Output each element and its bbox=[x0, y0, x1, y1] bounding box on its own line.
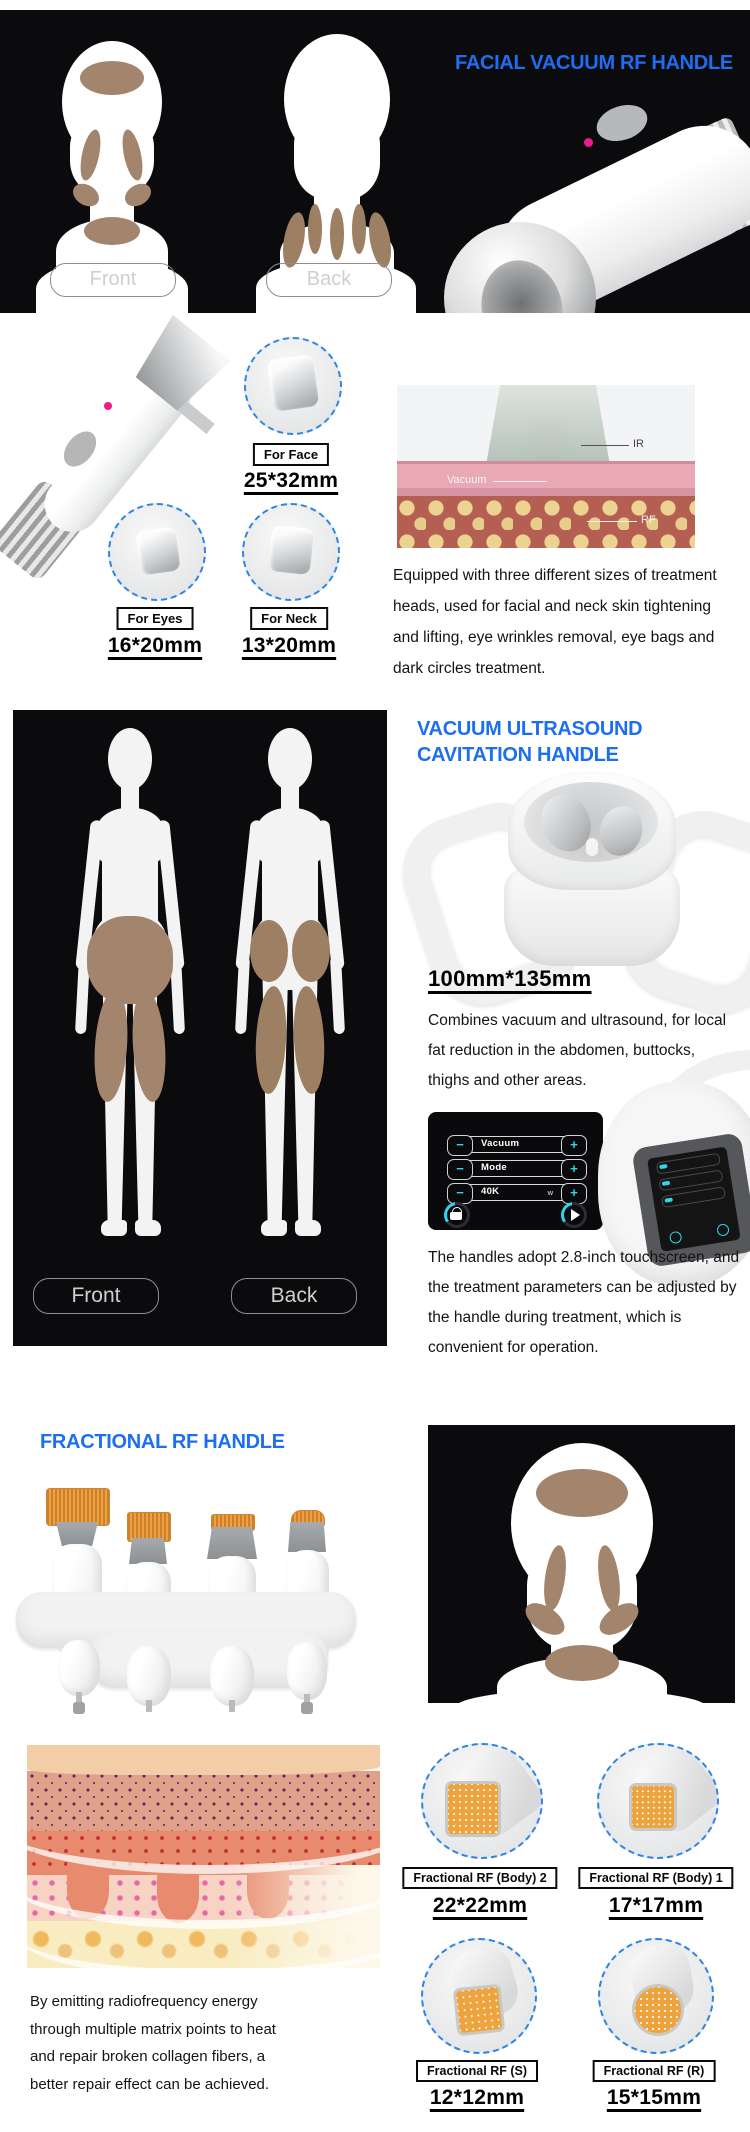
fractional-description: By emitting radiofrequency energy through multiple matrix points to heat and repair broken collagen fibers, a better repair effect can be achieved. bbox=[30, 1993, 276, 2093]
body-front-diagram bbox=[75, 728, 185, 1268]
back-view-button[interactable] bbox=[266, 263, 392, 297]
s-tip-label: Fractional RF (S) bbox=[416, 2060, 538, 2082]
body-back-diagram bbox=[235, 728, 345, 1268]
fractional-section-title: FRACTIONAL RF HANDLE bbox=[40, 1431, 285, 1453]
vacuum-annotation: Vacuum bbox=[447, 474, 487, 486]
body2-tip-photo bbox=[421, 1743, 543, 1859]
plus-button[interactable]: + bbox=[561, 1135, 587, 1156]
rf-annotation: RF bbox=[641, 514, 656, 526]
body1-tip-photo bbox=[597, 1743, 719, 1859]
face-tip-photo bbox=[244, 337, 342, 435]
r-tip-size: 15*15mm bbox=[606, 2086, 702, 2109]
handle-indicator-dot bbox=[584, 138, 593, 147]
body2-tip-size: 22*22mm bbox=[432, 1894, 528, 1917]
cavitation-title-line2: CAVITATION HANDLE bbox=[417, 744, 619, 766]
cavitation-title-line1: VACUUM ULTRASOUND bbox=[417, 718, 643, 740]
r-tip-photo bbox=[598, 1938, 714, 2054]
minus-button[interactable]: − bbox=[447, 1159, 473, 1180]
screen-row-vacuum bbox=[458, 1136, 576, 1153]
body-back-button[interactable] bbox=[231, 1278, 357, 1314]
cup-peg bbox=[586, 838, 598, 856]
body-section-panel bbox=[13, 710, 387, 1346]
front-view-label: Front bbox=[89, 268, 137, 290]
body1-tip-size: 17*17mm bbox=[608, 1894, 704, 1917]
wand-indicator-dot bbox=[104, 402, 112, 410]
plus-button[interactable]: + bbox=[561, 1183, 587, 1204]
eyes-tip-size: 16*20mm bbox=[107, 634, 203, 657]
cavitation-description-1: Combines vacuum and ultrasound, for local fat reduction in the abdomen, buttocks, thighs and other areas. bbox=[428, 1012, 727, 1089]
lock-icon-body bbox=[450, 1212, 462, 1220]
cavitation-description-2: The handles adopt 2.8-inch touchscreen, and the treatment parameters can be adjusted by the handle during treatment, which is convenient for operation. bbox=[428, 1249, 740, 1356]
screen-row-frequency bbox=[458, 1184, 576, 1201]
play-button[interactable] bbox=[561, 1202, 587, 1228]
screen-row-label: Vacuum bbox=[481, 1138, 520, 1149]
play-icon bbox=[571, 1209, 580, 1221]
treatment-head-graphic bbox=[485, 385, 611, 471]
body-front-button[interactable] bbox=[33, 1278, 159, 1314]
plus-button[interactable]: + bbox=[561, 1159, 587, 1180]
neck-tip-size: 13*20mm bbox=[241, 634, 337, 657]
facial-description: Equipped with three different sizes of treatment heads, used for facial and neck skin tightening and lifting, eye wrinkles removal, eye bags and dark circles treatment. bbox=[393, 567, 717, 677]
screen-row-label: Mode bbox=[481, 1162, 508, 1173]
s-tip-size: 12*12mm bbox=[429, 2086, 525, 2109]
facial-handle-image bbox=[0, 0, 240, 600]
lock-button[interactable] bbox=[444, 1202, 470, 1228]
handle-touchscreen bbox=[428, 1112, 603, 1230]
vacuum-treatment-diagram bbox=[397, 385, 695, 548]
cavitation-cup bbox=[508, 772, 676, 890]
cavitation-handle-image bbox=[408, 772, 750, 977]
neck-tip-photo bbox=[242, 503, 340, 601]
s-tip-photo bbox=[421, 1938, 537, 2054]
cavitation-section-title bbox=[417, 716, 642, 768]
neck-tip-label: For Neck bbox=[250, 607, 328, 630]
screen-row-label: 40K bbox=[481, 1186, 500, 1197]
body-front-label: Front bbox=[71, 1284, 121, 1307]
eyes-tip-photo bbox=[108, 503, 206, 601]
collagen-repair-illustration bbox=[27, 1745, 380, 1968]
mini-screen bbox=[647, 1146, 741, 1251]
head-treatment-diagram bbox=[489, 1443, 674, 1703]
face-tip-label: For Face bbox=[253, 443, 329, 466]
fractional-head-panel bbox=[428, 1425, 735, 1703]
back-view-label: Back bbox=[306, 268, 352, 290]
face-tip-size: 25*32mm bbox=[243, 469, 339, 492]
body-back-label: Back bbox=[270, 1284, 318, 1307]
handle-button bbox=[592, 99, 652, 147]
body2-tip-label: Fractional RF (Body) 2 bbox=[402, 1867, 557, 1889]
minus-button[interactable]: − bbox=[447, 1135, 473, 1156]
screen-row-unit: w bbox=[547, 1188, 553, 1197]
ir-annotation: IR bbox=[633, 438, 644, 450]
cavitation-size: 100mm*135mm bbox=[428, 966, 592, 991]
facial-section-title: FACIAL VACUUM RF HANDLE bbox=[455, 52, 733, 74]
r-tip-label: Fractional RF (R) bbox=[593, 2060, 716, 2082]
screen-row-mode bbox=[458, 1160, 576, 1177]
minus-button[interactable]: − bbox=[447, 1183, 473, 1204]
eyes-tip-label: For Eyes bbox=[117, 607, 194, 630]
body1-tip-label: Fractional RF (Body) 1 bbox=[578, 1867, 733, 1889]
